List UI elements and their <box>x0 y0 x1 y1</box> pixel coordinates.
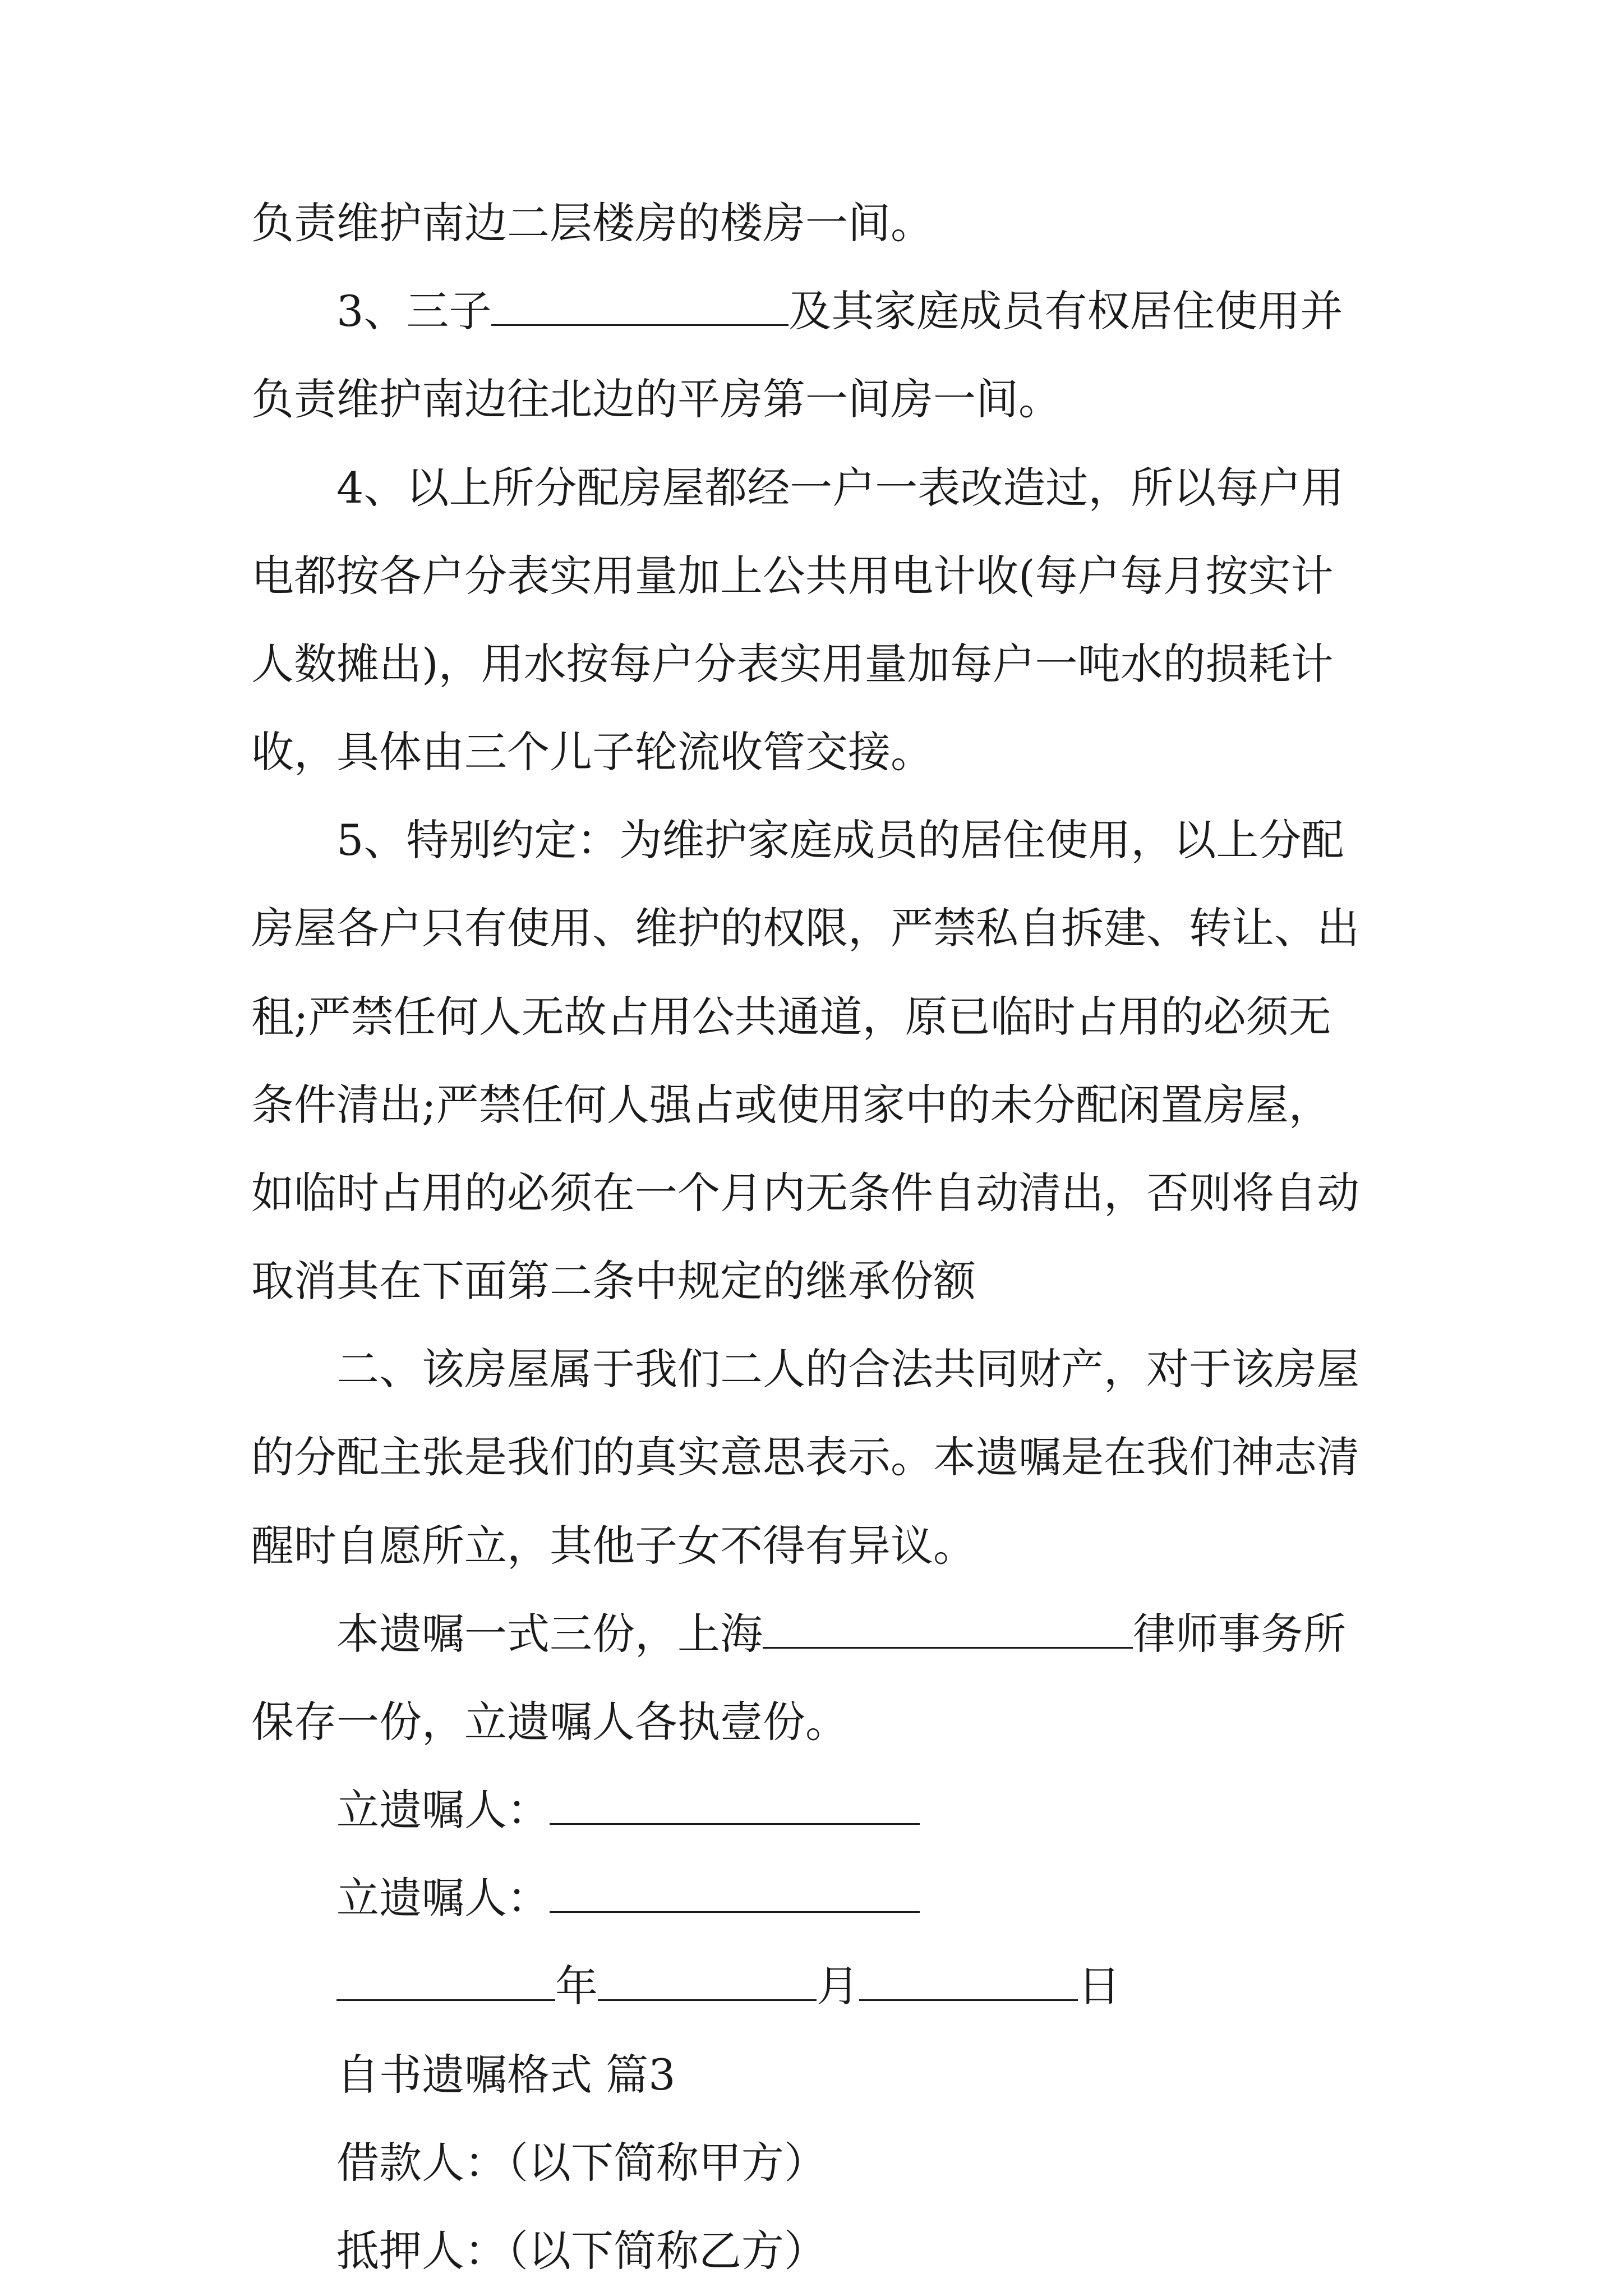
paragraph-line: 的分配主张是我们的真实意思表示。本遗嘱是在我们神志清 <box>251 1432 1359 1482</box>
name-blank <box>491 289 789 326</box>
paragraph-line: 条件清出;严禁任何人强占或使用家中的未分配闲置房屋， <box>251 1080 1331 1130</box>
paragraph-line: 租;严禁任何人无故占用公共通道，原已临时占用的必须无 <box>251 992 1331 1042</box>
signature-blank <box>550 1876 920 1913</box>
paragraph-line: 取消其在下面第二条中规定的继承份额 <box>251 1256 976 1306</box>
signature-line: 立遗嘱人： <box>0 1777 920 1844</box>
paragraph-line: 自书遗嘱格式 篇3 <box>336 2050 676 2100</box>
signature-line: 立遗嘱人： <box>0 1865 920 1932</box>
paragraph-line: 4、以上所分配房屋都经一户一表改造过，所以每户用 <box>336 463 1344 513</box>
paragraph-line: 如临时占用的必须在一个月内无条件自动清出，否则将自动 <box>251 1168 1359 1218</box>
paragraph-line: 抵押人：（以下简称乙方） <box>336 2226 827 2276</box>
paragraph-line: 保存一份，立遗嘱人各执壹份。 <box>251 1697 848 1747</box>
paragraph-line: 二、该房屋属于我们二人的合法共同财产，对于该房屋 <box>336 1344 1359 1394</box>
paragraph-line: 3、三子 及其家庭成员有权居住使用并 <box>336 286 1343 336</box>
date-line: 年 月 日 <box>0 1953 1121 2020</box>
signature-blank <box>550 1788 920 1825</box>
month-blank <box>598 1964 817 2001</box>
paragraph-line: 本遗嘱一式三份，上海 律师事务所 <box>336 1609 1346 1659</box>
paragraph-line: 借款人：（以下简称甲方） <box>336 2138 827 2188</box>
paragraph-line: 收，具体由三个儿子轮流收管交接。 <box>251 727 933 777</box>
paragraph-line: 负责维护南边二层楼房的楼房一间。 <box>251 198 933 248</box>
paragraph-line: 电都按各户分表实用量加上公共用电计收(每户每月按实计 <box>251 551 1334 601</box>
year-blank <box>336 1964 555 2001</box>
day-blank <box>859 1964 1078 2001</box>
paragraph-line: 醒时自愿所立，其他子女不得有异议。 <box>251 1521 976 1571</box>
paragraph-line: 人数摊出)，用水按每户分表实用量加每户一吨水的损耗计 <box>251 639 1334 689</box>
law-firm-blank <box>763 1612 1133 1649</box>
paragraph-line: 5、特别约定：为维护家庭成员的居住使用，以上分配 <box>336 815 1344 865</box>
paragraph-line: 负责维护南边往北边的平房第一间房一间。 <box>251 374 1061 424</box>
paragraph-line: 房屋各户只有使用、维护的权限，严禁私自拆建、转让、出 <box>251 903 1359 953</box>
